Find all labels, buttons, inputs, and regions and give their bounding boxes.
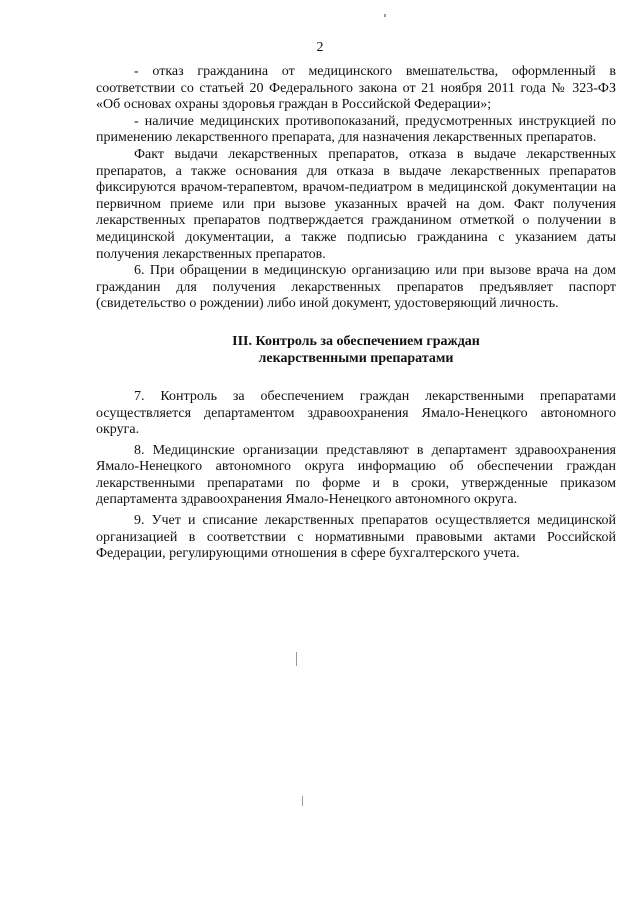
document-body (96, 64, 616, 563)
paragraph-dispensing-record: Факт выдачи лекарственных препаратов, отказа в выдаче лекарственных препаратов, а также основания для отказа в выдаче лекарственных препаратов фиксируются врачом-терапевтом, врачом-педиатром в медицинской документации на первичном приеме или при вызове указанных врачей на дом. Факт получения лекарственных препаратов подтверждается гражданином отметкой о получении в медицинской документации, а также подписью гражданина с указанием даты получения лекарственных препаратов. (96, 146, 616, 262)
page-number: 2 (316, 40, 324, 55)
paragraph-item-8: 8. Медицинские организации представляют в департамент здравоохранения Ямало-Ненецкого автономного округа информацию об обеспечении граждан лекарственными препаратами по форме и в сроки, утвержденные приказом департамента здравоохранения Ямало-Ненецкого автономного округа. (96, 442, 616, 508)
paragraph-item-6: 6. При обращении в медицинскую организацию или при вызове врача на дом гражданин для получения лекарственных препаратов предъявляет паспорт (свидетельство о рождении) либо иной документ, удостоверяющий личность. (96, 263, 616, 312)
scan-mark (302, 796, 303, 806)
section-heading-line-2: лекарственными препаратами (258, 350, 454, 366)
scan-mark (296, 652, 297, 666)
scan-mark (384, 14, 386, 17)
paragraph-refusal: - отказ гражданина от медицинского вмешательства, оформленный в соответствии со статьей 20 Федерального закона от 21 ноября 2011 года № 323-ФЗ «Об основах охраны здоровья граждан в Российской Федерации»; (96, 64, 616, 113)
paragraph-item-7: 7. Контроль за обеспечением граждан лекарственными препаратами осуществляется департаментом здравоохранения Ямало-Ненецкого автономного округа. (96, 388, 616, 438)
paragraph-item-9: 9. Учет и списание лекарственных препаратов осуществляется медицинской организацией в соответствии с нормативными правовыми актами Российской Федерации, регулирующими отношения в сфере бухгалтерского учета. (96, 513, 616, 562)
section-heading (96, 333, 616, 367)
section-heading-line-1: III. Контроль за обеспечением граждан (232, 333, 480, 349)
paragraph-contraindications: - наличие медицинских противопоказаний, предусмотренных инструкцией по применению лекарственного препарата, для назначения лекарственных препаратов. (96, 113, 616, 146)
